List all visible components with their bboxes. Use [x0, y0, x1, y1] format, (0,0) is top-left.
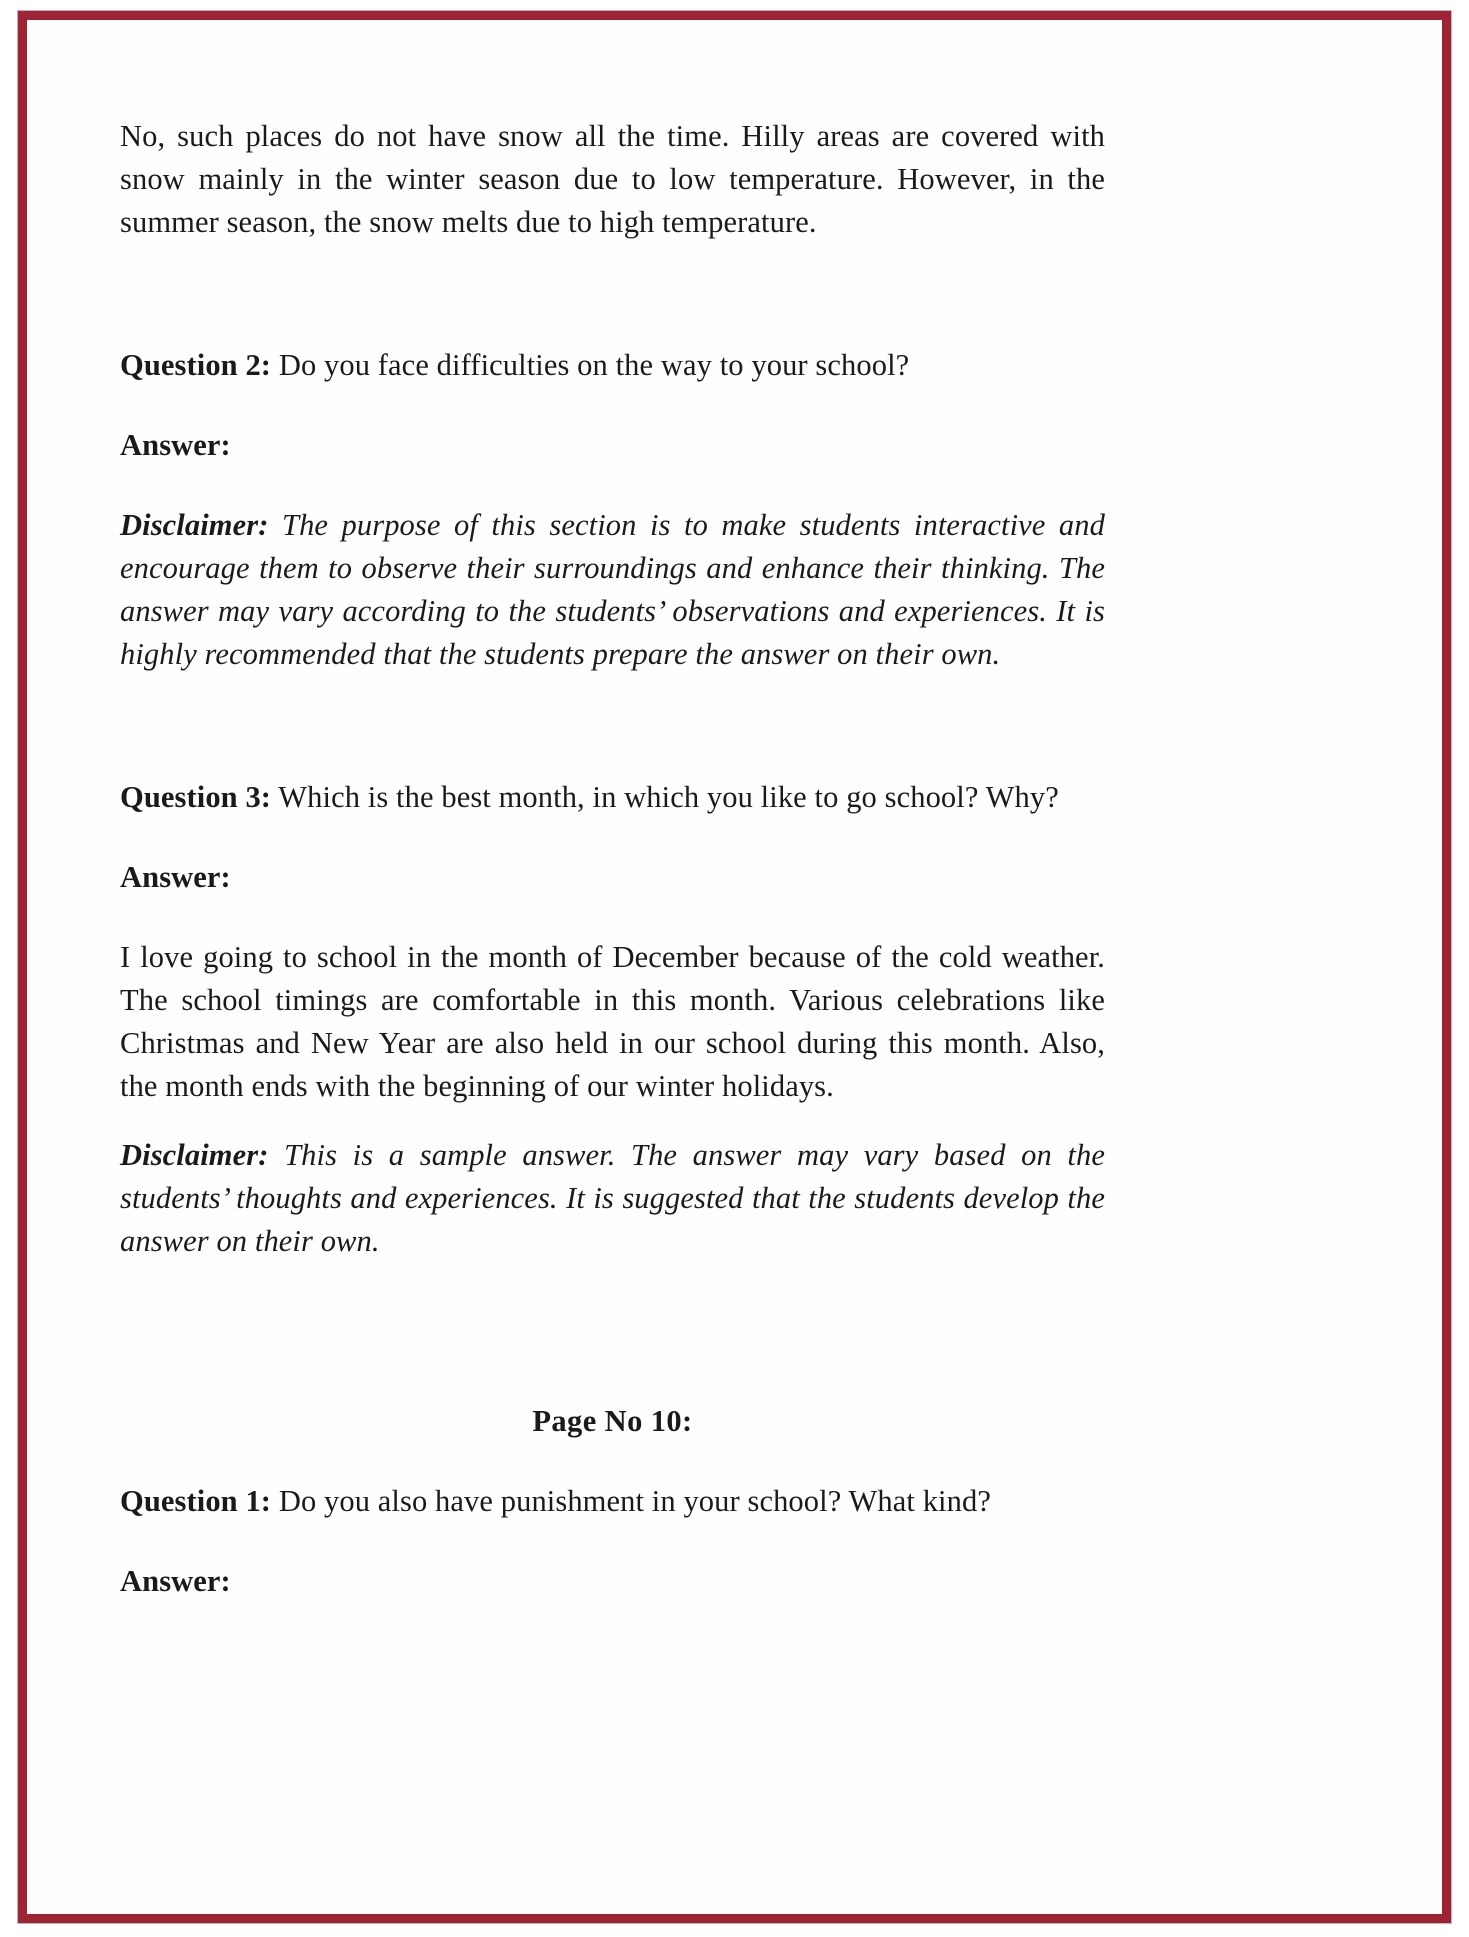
spacer: [120, 467, 1105, 504]
disclaimer-1-label: Disclaimer:: [120, 508, 269, 542]
answer-label-2: Answer:: [120, 860, 231, 894]
question-2-text: Do you face difficulties on the way to your school?: [278, 348, 910, 382]
question-1-text: Do you also have punishment in your school? What kind?: [278, 1484, 991, 1518]
document-content: [120, 115, 1105, 1603]
answer-label-3: Answer:: [120, 1564, 231, 1598]
spacer: [120, 1108, 1105, 1134]
answer-3-paragraph: I love going to school in the month of December because of the cold weather. The school timings are comfortable in this month. Various celebrations like Christmas and New Year are also held in our school during this month. Also, the month ends with the beginning of our winter holidays.: [120, 940, 1105, 1103]
intro-answer-paragraph: No, such places do not have snow all the time. Hilly areas are covered with snow mainly in the winter season due to low temperature. However, in the summer season, the snow melts due to high temperature.: [120, 119, 1105, 239]
question-1-line: [120, 1480, 1105, 1523]
spacer: [120, 676, 1105, 776]
answer-label-1: Answer:: [120, 428, 231, 462]
spacer: [120, 899, 1105, 936]
spacer: [120, 387, 1105, 424]
disclaimer-1-paragraph: [120, 504, 1105, 676]
disclaimer-2-paragraph: [120, 1134, 1105, 1263]
spacer: [120, 1363, 1105, 1400]
question-2-line: [120, 344, 1105, 387]
spacer: [120, 1523, 1105, 1560]
question-1-label: Question 1:: [120, 1484, 272, 1518]
disclaimer-1-text: The purpose of this section is to make students interactive and encourage them to observe their surroundings and enhance their thinking. The answer may vary according to the students’ observations and experiences. It is highly recommended that the students prepare the answer on their own.: [120, 508, 1105, 671]
disclaimer-2-label: Disclaimer:: [120, 1138, 269, 1172]
question-3-line: [120, 776, 1105, 819]
page-number-heading: Page No 10:: [532, 1404, 693, 1438]
page-sheet: [27, 20, 1442, 1914]
question-3-label: Question 3:: [120, 780, 272, 814]
disclaimer-2-text: This is a sample answer. The answer may vary based on the students’ thoughts and experiences. It is suggested that the students develop the answer on their own.: [120, 1138, 1105, 1258]
spacer: [120, 244, 1105, 344]
decorative-border-outer: [18, 11, 1451, 1923]
question-2-label: Question 2:: [120, 348, 272, 382]
spacer: [120, 1263, 1105, 1363]
spacer: [120, 1443, 1105, 1480]
spacer: [120, 819, 1105, 856]
question-3-text: Which is the best month, in which you like to go school? Why?: [278, 780, 1059, 814]
